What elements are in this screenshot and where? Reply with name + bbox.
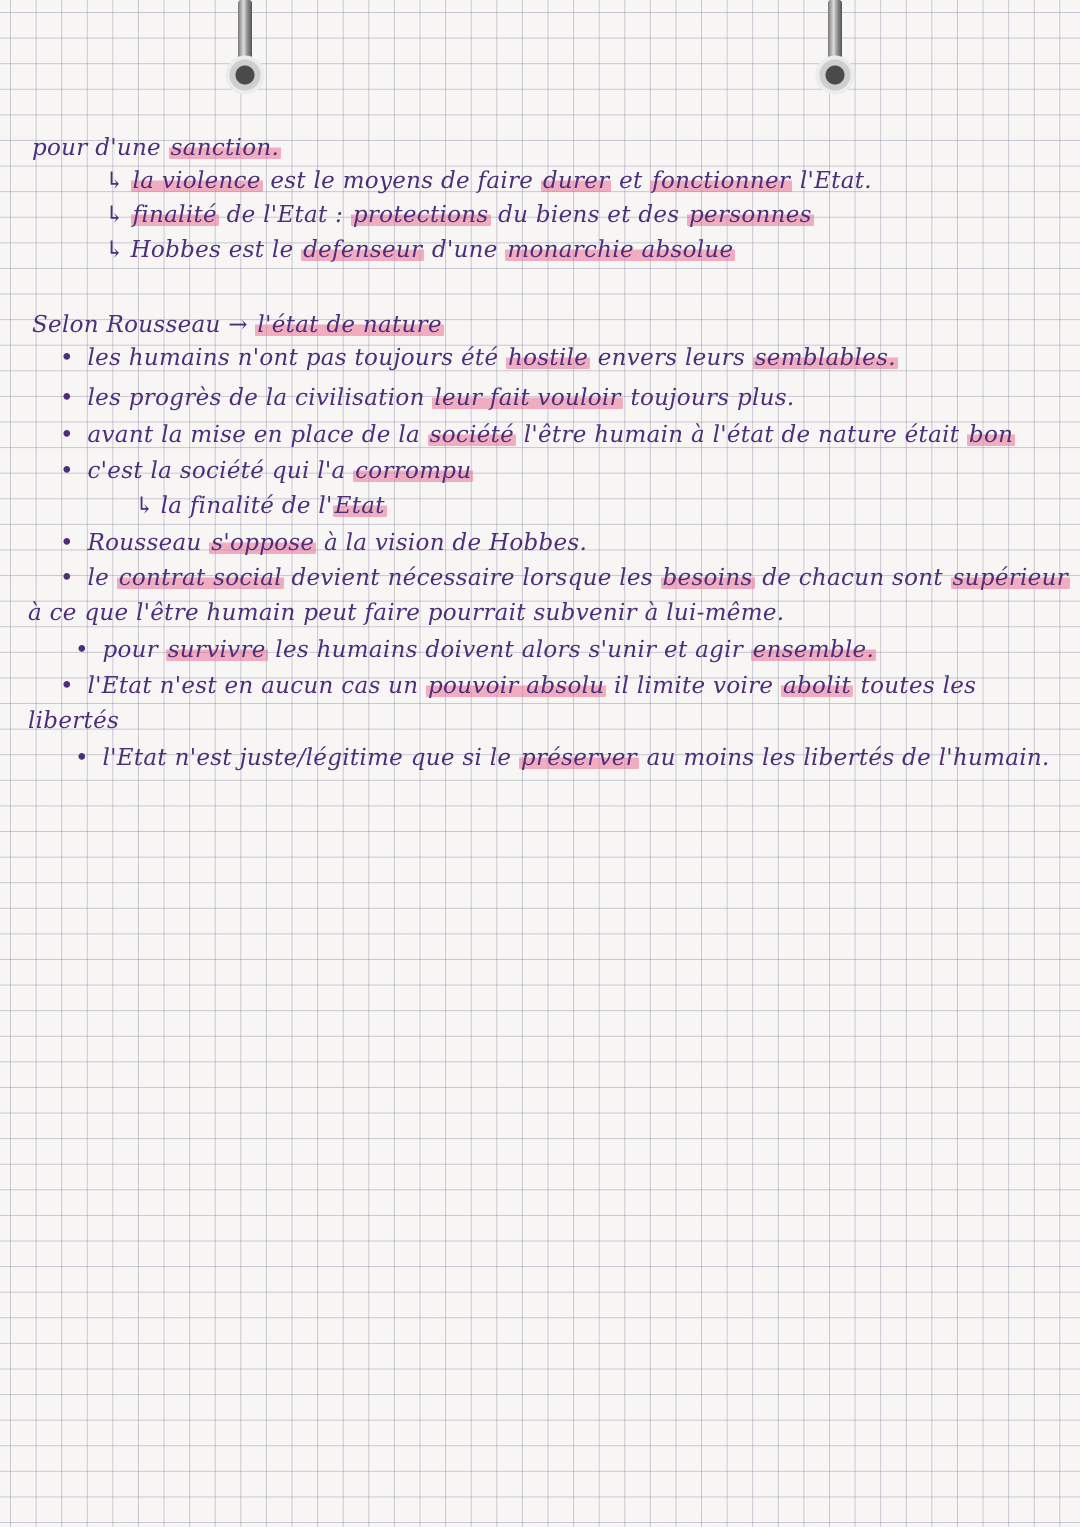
- highlighted-text: contrat social: [118, 565, 282, 591]
- note-line-10: [135, 493, 387, 519]
- highlighted-text: pouvoir absolu: [428, 673, 605, 699]
- text: libertés: [28, 708, 120, 734]
- highlighted-text: hostile: [508, 345, 589, 371]
- text: il limite voire: [606, 673, 781, 699]
- highlighted-text: supérieur: [952, 565, 1068, 591]
- text: le: [87, 565, 117, 591]
- bullet-line-9: [60, 458, 473, 484]
- highlighted-text: l'état de nature: [257, 312, 442, 338]
- text: d'une: [424, 237, 506, 263]
- highlighted-text: société: [429, 422, 515, 448]
- highlighted-text: leur fait vouloir: [434, 385, 621, 411]
- sub-arrow-icon: ↳: [105, 237, 125, 263]
- note-line-13: [28, 600, 784, 626]
- bullet-line-12: [60, 565, 1070, 591]
- text: et: [611, 168, 651, 194]
- note-line-4: [105, 237, 735, 263]
- text: toujours plus.: [622, 385, 795, 411]
- text: au moins les libertés de l'humain.: [638, 745, 1050, 771]
- text: l'Etat.: [792, 168, 872, 194]
- text: de chacun sont: [754, 565, 951, 591]
- highlighted-text: la violence: [132, 168, 261, 194]
- highlighted-text: ensemble.: [752, 637, 875, 663]
- highlighted-text: protections: [352, 202, 489, 228]
- highlighted-text: bon: [968, 422, 1014, 448]
- section-heading-rousseau: [32, 312, 444, 338]
- text: à la vision de Hobbes.: [316, 530, 588, 556]
- sub-arrow-icon: ↳: [135, 493, 155, 519]
- text: du biens et des: [490, 202, 688, 228]
- text: c'est la société qui l'a: [87, 458, 354, 484]
- sub-arrow-icon: ↳: [105, 168, 125, 194]
- binder-ring-left: [225, 0, 265, 110]
- bullet-line-11: [60, 530, 587, 556]
- punch-hole: [225, 55, 265, 95]
- text: pour d'une: [32, 135, 169, 161]
- text: les humains n'ont pas toujours été: [87, 345, 506, 371]
- highlighted-text: fonctionner: [652, 168, 791, 194]
- punch-hole: [815, 55, 855, 95]
- text: devient nécessaire lorsque les: [283, 565, 661, 591]
- bullet-line-15: [60, 673, 976, 699]
- text: les progrès de la civilisation: [87, 385, 433, 411]
- bullet-line-17: [75, 745, 1050, 771]
- highlighted-text: sanction.: [170, 135, 280, 161]
- highlighted-text: Etat: [334, 493, 385, 519]
- note-line-2: [105, 168, 872, 194]
- text: les humains doivent alors s'unir et agir: [267, 637, 751, 663]
- text: l'Etat n'est en aucun cas un: [87, 673, 427, 699]
- highlighted-text: semblables.: [754, 345, 896, 371]
- highlighted-text: besoins: [662, 565, 753, 591]
- highlighted-text: durer: [542, 168, 610, 194]
- highlighted-text: abolit: [782, 673, 851, 699]
- highlighted-text: defenseur: [303, 237, 423, 263]
- highlighted-text: monarchie absolue: [507, 237, 734, 263]
- text: la finalité de l': [160, 493, 333, 519]
- note-line-3: [105, 202, 814, 228]
- bullet-line-8: [60, 422, 1015, 448]
- text: pour: [102, 637, 166, 663]
- highlighted-text: corrompu: [355, 458, 472, 484]
- bullet-line-7: [60, 385, 794, 411]
- text: toutes les: [853, 673, 977, 699]
- text: à ce que l'être humain peut faire pourrait subvenir à lui-même.: [28, 600, 785, 626]
- highlighted-text: s'oppose: [211, 530, 315, 556]
- note-line-1: [32, 135, 281, 161]
- highlighted-text: préserver: [520, 745, 637, 771]
- text: avant la mise en place de la: [87, 422, 428, 448]
- text: Rousseau: [87, 530, 210, 556]
- highlighted-text: finalité: [132, 202, 217, 228]
- binder-ring-right: [815, 0, 855, 110]
- note-line-16: [28, 708, 119, 734]
- highlighted-text: survivre: [167, 637, 266, 663]
- text: est le moyens de faire: [262, 168, 541, 194]
- text: Hobbes est le: [130, 237, 302, 263]
- bullet-line-14: [75, 637, 876, 663]
- sub-arrow-icon: ↳: [105, 202, 125, 228]
- bullet-line-6: [60, 345, 898, 371]
- text: envers leurs: [590, 345, 753, 371]
- text: l'être humain à l'état de nature était: [516, 422, 967, 448]
- text: l'Etat n'est juste/légitime que si le: [102, 745, 519, 771]
- text: Selon Rousseau →: [32, 312, 256, 338]
- text: de l'Etat :: [218, 202, 351, 228]
- highlighted-text: personnes: [689, 202, 812, 228]
